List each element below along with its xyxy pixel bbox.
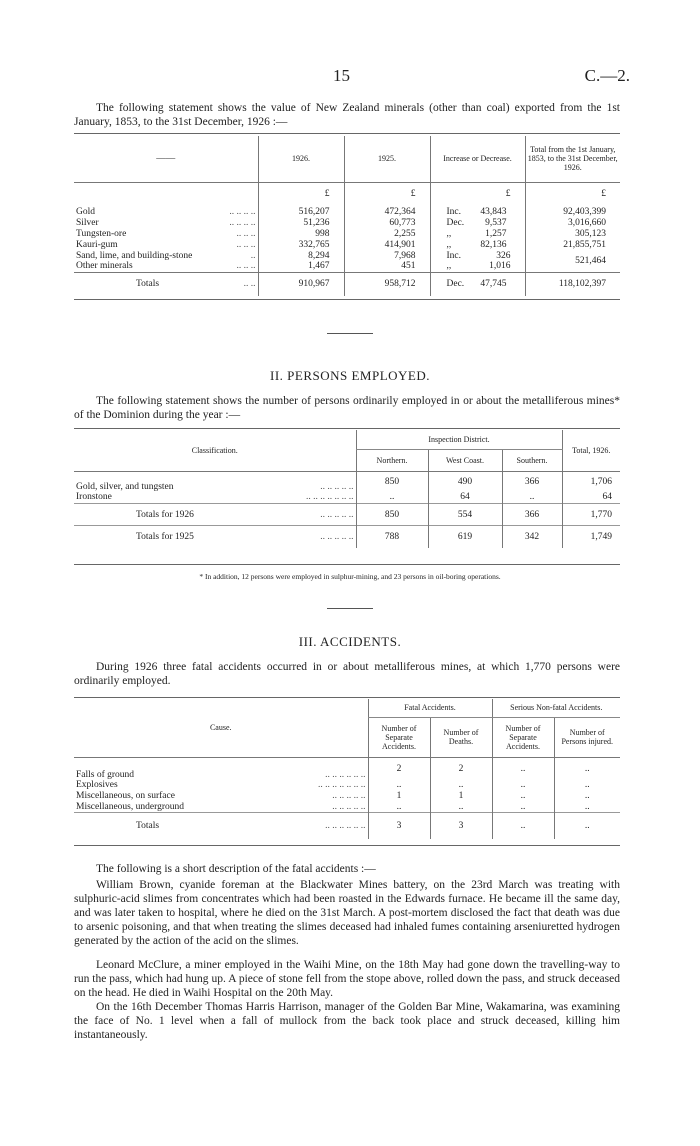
cell-value: 850 (356, 471, 428, 492)
header-classification: Classification. (191, 445, 238, 455)
cell-value: 958,712 (344, 272, 430, 296)
cell-value: 305,123 (525, 228, 620, 239)
table-row: Tungsten-ore .. .. .. (76, 228, 256, 239)
cell-value: .. (430, 780, 492, 791)
cell-value: 2,255 (344, 228, 430, 239)
section-title-accidents: III. ACCIDENTS. (298, 634, 402, 649)
section-separator (327, 608, 373, 609)
header-southern: Southern. (502, 449, 562, 471)
table-row: Ironstone .. .. .. .. .. .. .. (76, 492, 354, 503)
exports-header-1926: 1926. (258, 136, 344, 182)
cell-value: .. (430, 802, 492, 813)
exports-header-total: Total from the 1st January, 1853, to the 31st December, 1926. (525, 136, 620, 182)
accidents-table (74, 699, 620, 839)
cell-value: 118,102,397 (525, 272, 620, 296)
totals-row: Totals for 1925 .. .. .. .. .. (136, 531, 354, 542)
table3-bottom-rule (74, 845, 620, 846)
exports-header-1925: 1925. (344, 136, 430, 182)
cell-value: 414,901 (344, 239, 430, 250)
cell-value: 451 (344, 261, 430, 272)
cell-value: .. (492, 757, 554, 780)
cell-value: .. (502, 492, 562, 504)
cell-value: 332,765 (258, 239, 344, 250)
cell-value: 1,706 (562, 471, 620, 492)
cell-value: 998 (258, 228, 344, 239)
cell-value: .. (492, 813, 554, 839)
cell-value: 51,236 (258, 217, 344, 228)
document-code: C.—2. (584, 66, 630, 85)
table-row: Kauri-gum .. .. .. (76, 239, 256, 250)
cell-value: 490 (428, 471, 502, 492)
table-row: Other minerals .. .. .. (76, 261, 256, 272)
narrative-lead: The following is a short description of the fatal accidents :— (96, 863, 376, 875)
cell-value: 910,967 (258, 272, 344, 296)
cell-change: Dec. 9,537 (430, 217, 525, 228)
exports-header-change: Increase or Decrease. (430, 136, 525, 182)
currency-1926: £ (258, 182, 344, 206)
cell-change: Inc. 43,843 (430, 206, 525, 217)
table-row: Miscellaneous, underground .. .. .. .. .. (76, 801, 366, 812)
footnote: * In addition, 12 persons were employed in sulphur-mining, and 23 persons in oil-boring operations. (199, 572, 501, 581)
totals-row: Totals .. .. (136, 279, 256, 290)
cell-value: .. (554, 757, 620, 780)
header-northern: Northern. (356, 449, 428, 471)
intro-persons-employed: The following statement shows the number of persons ordinarily employed in or about the metalliferous mines* of the Dominion during the year :— (74, 395, 620, 421)
cell-value: 516,207 (258, 206, 344, 217)
cell-value: 3 (368, 813, 430, 839)
cell-value: .. (554, 802, 620, 813)
header-fatal-accidents: Fatal Accidents. (368, 699, 492, 717)
cell-value: 788 (356, 526, 428, 548)
cell-value: .. (368, 780, 430, 791)
cell-value: .. (554, 813, 620, 839)
currency-change: £ (430, 182, 525, 206)
cell-value: .. (492, 791, 554, 802)
cell-value: 1,467 (258, 261, 344, 272)
cell-value: 1 (368, 791, 430, 802)
cell-value: 3,016,660 (525, 217, 620, 228)
narrative-paragraph-1: William Brown, cyanide foreman at the Blackwater Mines battery, on the 23rd March was treating with sulphuric-acid slimes from concentrates which had been roasted in the Edwards furnace. He became ill the same day, and was later taken to hospital, where he died on the 31st March. A post-mortem disclosed the fact that death was due to arsenic poisoning, and that when treating the slimes deceased had inhaled fumes containing arseniuretted hydrogen generated by the action of the acid on the slimes. (74, 879, 620, 947)
cell-change: ,, 1,016 (430, 261, 525, 272)
cell-value: 7,968 (344, 250, 430, 261)
table-row: Gold, silver, and tungsten .. .. .. .. .. (76, 481, 354, 492)
page-number: 15 (333, 66, 350, 85)
cell-value: 619 (428, 526, 502, 548)
cell-value: 2 (430, 757, 492, 780)
cell-value: .. (554, 791, 620, 802)
cell-value: 8,294 (258, 250, 344, 261)
cell-change: Inc. 326 (430, 250, 525, 261)
cell-value: 3 (430, 813, 492, 839)
cell-value: 850 (356, 504, 428, 526)
table-row: Gold .. .. .. .. (76, 206, 256, 217)
cell-value: 21,855,751 (525, 239, 620, 250)
table-row: Miscellaneous, on surface .. .. .. .. .. (76, 791, 366, 801)
header-cause: Cause. (209, 723, 232, 733)
cell-value: .. (492, 802, 554, 813)
cell-value: 1,749 (562, 526, 620, 548)
cell-value: 472,364 (344, 206, 430, 217)
cell-value: 2 (368, 757, 430, 780)
table1-top-rule (74, 133, 620, 134)
totals-row: Totals .. .. .. .. .. .. (136, 820, 366, 831)
persons-employed-table (74, 430, 620, 548)
cell-change: ,, 82,136 (430, 239, 525, 250)
cell-value: 92,403,399 (525, 206, 620, 217)
header-deaths: Number of Deaths. (430, 717, 492, 757)
cell-value-combined: 521,464 (525, 250, 620, 272)
table2-bottom-rule (74, 564, 620, 565)
cell-value: 64 (562, 492, 620, 504)
header-total-1926: Total, 1926. (562, 430, 620, 471)
header-inspection-district: Inspection District. (356, 430, 562, 449)
exports-header-blank: —— (156, 153, 176, 164)
narrative-paragraph-2: Leonard McClure, a miner employed in the Waihi Mine, on the 18th May had gone down the travelling-way to run the pass, which had hung up. A piece of stone fell from the stope above, rolled down the pass, and struck deceased on the head. He died in Waihi Hospital on the 20th May. (74, 959, 620, 999)
table-row: Explosives .. .. .. .. .. .. .. (76, 780, 366, 790)
cell-value: 366 (502, 471, 562, 492)
header-serious-accidents: Serious Non-fatal Accidents. (492, 699, 620, 717)
table-row: Silver .. .. .. .. (76, 217, 256, 228)
table-row: Falls of ground .. .. .. .. .. .. (76, 769, 366, 780)
cell-value: 60,773 (344, 217, 430, 228)
cell-value: .. (492, 780, 554, 791)
cell-value: 1 (430, 791, 492, 802)
currency-total: £ (525, 182, 620, 206)
table1-bottom-rule (74, 299, 620, 300)
cell-value: 366 (502, 504, 562, 526)
cell-change: ,, 1,257 (430, 228, 525, 239)
section-title-persons-employed: II. PERSONS EMPLOYED. (269, 368, 430, 383)
cell-value: .. (356, 492, 428, 504)
cell-value: 1,770 (562, 504, 620, 526)
header-separate-accidents-serious: Number of Separate Accidents. (492, 717, 554, 757)
header-persons-injured: Number of Persons injured. (554, 717, 620, 757)
cell-change: Dec. 47,745 (430, 272, 525, 296)
currency-1925: £ (344, 182, 430, 206)
intro-accidents: During 1926 three fatal accidents occurred in or about metalliferous mines, at which 1,770 persons were ordinarily employed. (74, 661, 620, 687)
header-separate-accidents: Number of Separate Accidents. (368, 717, 430, 757)
cell-value: 554 (428, 504, 502, 526)
table2-top-rule (74, 428, 620, 429)
table3-top-rule (74, 697, 620, 698)
cell-value: 64 (428, 492, 502, 504)
table-row: Sand, lime, and building-stone .. (76, 250, 256, 261)
totals-row: Totals for 1926 .. .. .. .. .. (136, 509, 354, 520)
intro-exports: The following statement shows the value of New Zealand minerals (other than coal) exported from the 1st January, 1853, to the 31st December, 1926 :— (74, 102, 620, 128)
header-west-coast: West Coast. (428, 449, 502, 471)
narrative-paragraph-3: On the 16th December Thomas Harris Harrison, manager of the Golden Bar Mine, Wakamarina, was examining the face of No. 1 level when a fall of mullock from the back took place and struck deceased, killing him instantaneously. (74, 1001, 620, 1041)
cell-value: .. (368, 802, 430, 813)
cell-value: .. (554, 780, 620, 791)
section-separator (327, 333, 373, 334)
cell-value: 342 (502, 526, 562, 548)
exports-table (74, 136, 620, 296)
